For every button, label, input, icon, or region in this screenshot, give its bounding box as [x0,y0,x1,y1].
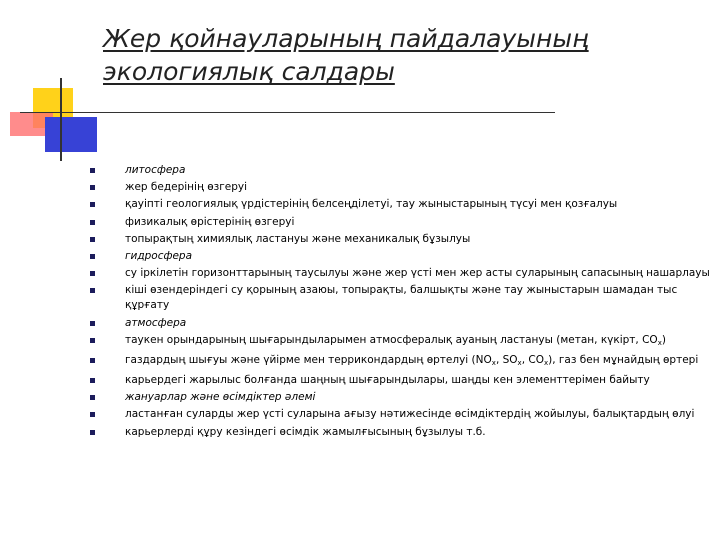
list-item-text: литосфера [125,164,186,176]
decor-vertical-line [60,78,62,161]
square-bullet-icon [90,237,95,242]
square-bullet-icon [90,412,95,417]
square-bullet-icon [90,271,95,276]
square-bullet-icon [90,220,95,225]
list-item [90,316,710,331]
list-item [90,407,710,422]
list-item-text: физикалық өрістерінің өзгеруі [125,215,295,228]
square-bullet-icon [90,395,95,400]
square-bullet-icon [90,378,95,383]
list-item [90,163,710,178]
list-item [90,333,710,351]
list-item [90,283,710,313]
list-item-text: жер бедерінің өзгеруі [125,181,247,194]
list-item-text: қауіпті геологиялық үрдістерінің белсеңділетуі, тау жыныстарының түсуі мен қозғалуы [125,198,618,211]
list-item-text: карьердегі жарылыс болғанда шаңның шығарындылары, шаңды кен элементтерімен байыту [125,374,650,387]
list-item [90,215,710,230]
square-bullet-icon [90,168,95,173]
title-line-2: экологиялық салдары [103,57,395,86]
square-bullet-icon [90,430,95,435]
bullet-list [90,163,710,442]
square-bullet-icon [90,358,95,363]
list-item-text: топырақтың химиялық ластануы және механикалық бұзылуы [125,232,471,245]
list-item-text: таукен орындарының шығарындыларымен атмосфералық ауаның ластануы (метан, күкірт, $CO_x$) [125,333,666,347]
list-item [90,425,710,440]
decor-blue-square [45,117,97,152]
list-item [90,390,710,405]
list-item-text: гидросфера [125,249,192,262]
square-bullet-icon [90,185,95,190]
square-bullet-icon [90,338,95,343]
title-line-1: Жер қойнауларының пайдалауының [103,24,589,53]
list-item [90,232,710,247]
list-item-text: карьерлерді құру кезіндегі өсімдік жамылғысының бұзылуы т.б. [125,425,486,438]
list-item [90,249,710,264]
list-item [90,353,710,371]
square-bullet-icon [90,202,95,207]
list-item [90,180,710,195]
list-item-text: су іркілетін горизонттарының таусылуы және жер үсті мен жер асты суларының сапасының нашарлауы [125,267,710,280]
square-bullet-icon [90,288,95,293]
list-item-text: жануарлар және өсімдіктер әлемі [125,391,316,404]
list-item [90,373,710,388]
square-bullet-icon [90,321,95,326]
list-item [90,197,710,212]
list-item-text: кіші өзендеріндегі су қорының азаюы, топырақты, балшықты және тау жыныстарын шамадан тыс құрғату [125,284,678,312]
list-item-text: газдардың шығуы және үйірме мен террикондардың өртелуі ($NO_x$, $SO_x$, $CO_x$), газ бен мұнайдың өртері [125,353,699,367]
list-item-text: ластанған суларды жер үсті суларына ағызу нәтижесінде өсімдіктердің жойылуы, балықтардың өлуі [125,408,695,421]
list-item-text: атмосфера [125,316,187,329]
square-bullet-icon [90,254,95,259]
list-item [90,266,710,281]
slide-title [103,22,703,88]
decor-horizontal-line [20,112,555,113]
